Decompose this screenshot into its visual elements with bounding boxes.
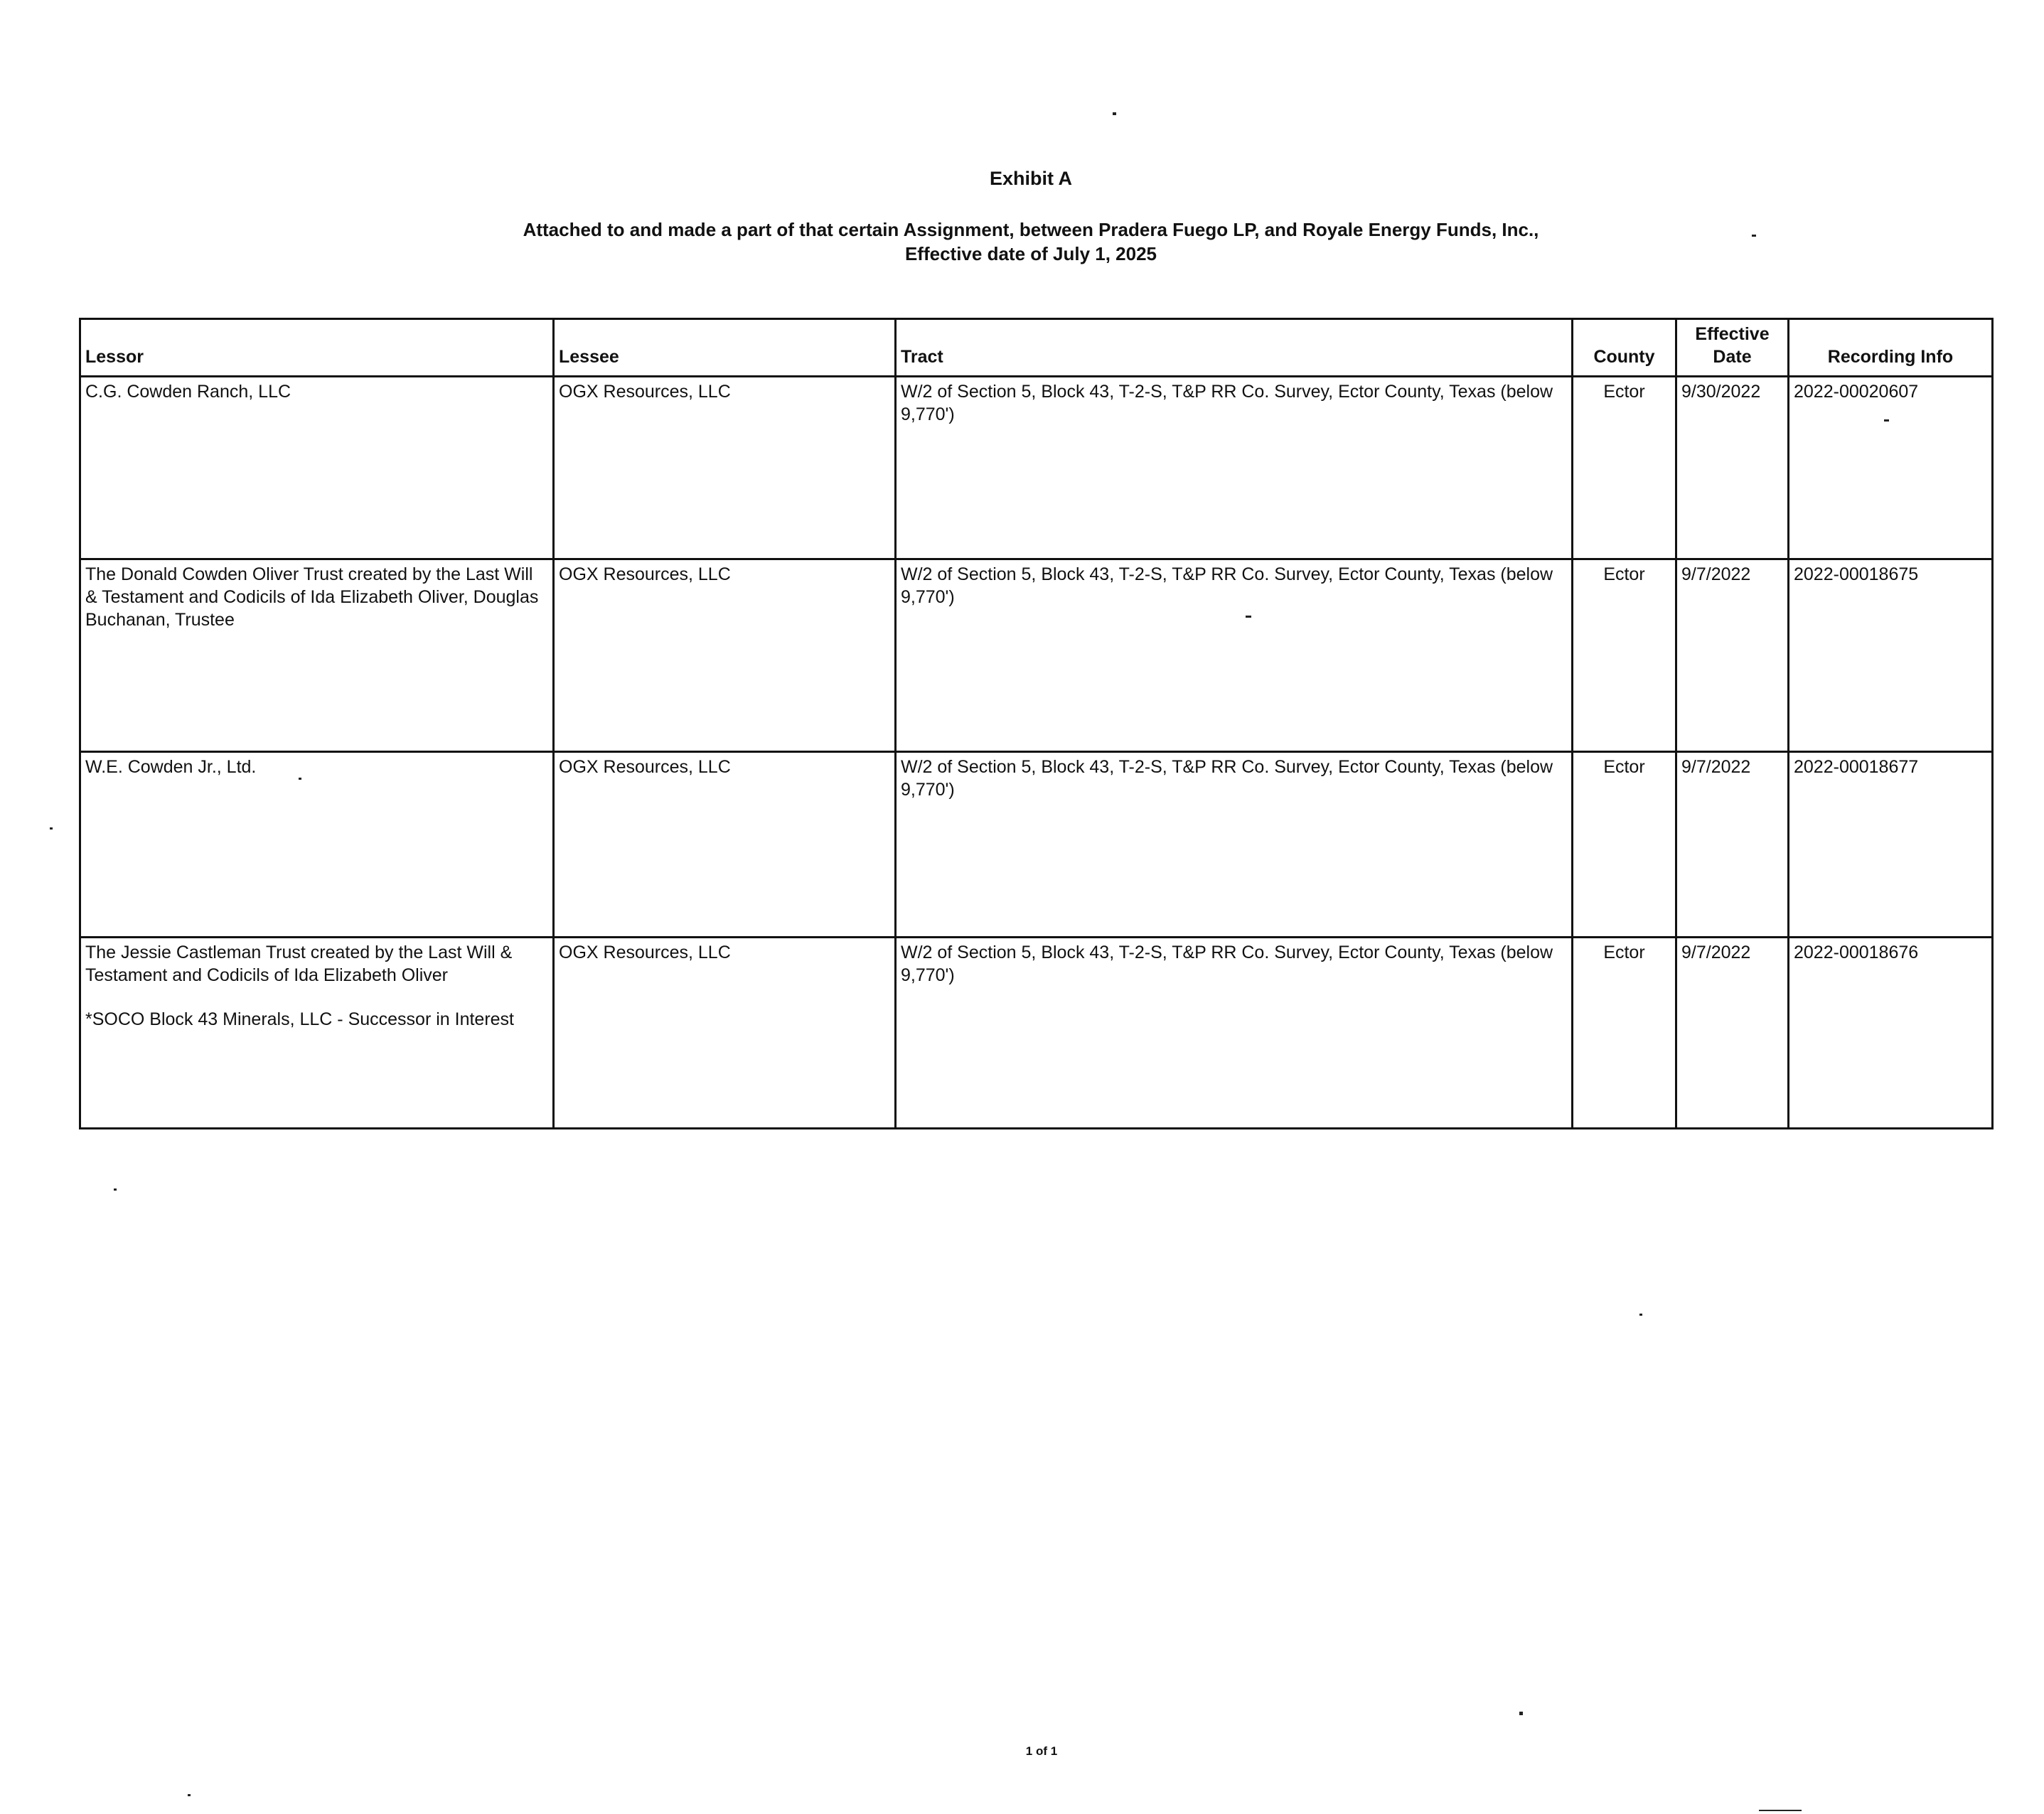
lessor-cell: W.E. Cowden Jr., Ltd.: [80, 752, 554, 938]
county-cell: Ector: [1573, 752, 1676, 938]
scan-speck: [1246, 616, 1251, 618]
table-row: [80, 752, 1993, 938]
effective-date-cell: 9/30/2022: [1676, 377, 1789, 559]
scan-speck: [1639, 1314, 1642, 1316]
table-row: [80, 559, 1993, 752]
effective-date-cell: 9/7/2022: [1676, 752, 1789, 938]
lessor-cell: [80, 938, 554, 1129]
tract-cell: W/2 of Section 5, Block 43, T-2-S, T&P RR Co. Survey, Ector County, Texas (below 9,770'): [896, 752, 1573, 938]
lessor-successor-note: *SOCO Block 43 Minerals, LLC - Successor in Interest: [85, 1009, 515, 1029]
recording-info-cell: 2022-00018677: [1789, 752, 1993, 938]
tract-cell: W/2 of Section 5, Block 43, T-2-S, T&P RR Co. Survey, Ector County, Texas (below 9,770'): [896, 377, 1573, 559]
document-title: Exhibit A: [989, 168, 1072, 189]
table-header-row: [80, 319, 1993, 377]
document-subtitle: [0, 218, 2044, 266]
tract-cell: W/2 of Section 5, Block 43, T-2-S, T&P RR Co. Survey, Ector County, Texas (below 9,770'): [896, 938, 1573, 1129]
header-recording-info: Recording Info: [1789, 319, 1993, 377]
header-county: County: [1573, 319, 1676, 377]
recording-info-cell: 2022-00018675: [1789, 559, 1993, 752]
scan-speck: [1752, 235, 1756, 237]
lessee-cell: OGX Resources, LLC: [554, 938, 896, 1129]
lessee-cell: OGX Resources, LLC: [554, 559, 896, 752]
page-number: 1 of 1: [1025, 1744, 1058, 1758]
lessor-name: The Jessie Castleman Trust created by the Last Will & Testament and Codicils of Ida Elizabeth Oliver: [85, 943, 513, 985]
table-row: [80, 377, 1993, 559]
recording-info-cell: 2022-00020607: [1789, 377, 1993, 559]
subtitle-line-1: Attached to and made a part of that certain Assignment, between Pradera Fuego LP, and Royale Energy Funds, Inc.,: [523, 219, 1539, 240]
lessee-cell: OGX Resources, LLC: [554, 377, 896, 559]
scan-speck: [114, 1188, 117, 1191]
scan-speck: [188, 1794, 191, 1796]
header-lessor: Lessor: [80, 319, 554, 377]
subtitle-line-2: Effective date of July 1, 2025: [904, 243, 1157, 264]
lessor-cell: The Donald Cowden Oliver Trust created by the Last Will & Testament and Codicils of Ida Elizabeth Oliver, Douglas Buchanan, Trustee: [80, 559, 554, 752]
scan-speck: [1759, 1810, 1802, 1811]
tract-cell: W/2 of Section 5, Block 43, T-2-S, T&P RR Co. Survey, Ector County, Texas (below 9,770'): [896, 559, 1573, 752]
county-cell: Ector: [1573, 559, 1676, 752]
scan-speck: [1519, 1712, 1523, 1715]
scan-speck: [1113, 112, 1116, 115]
header-effective-date: Effective Date: [1676, 319, 1789, 377]
county-cell: Ector: [1573, 377, 1676, 559]
scan-speck: [50, 827, 53, 830]
header-lessee: Lessee: [554, 319, 896, 377]
table-row: [80, 938, 1993, 1129]
scan-speck: [299, 778, 301, 780]
header-tract: Tract: [896, 319, 1573, 377]
lease-table: [79, 318, 1994, 1129]
lessor-cell: C.G. Cowden Ranch, LLC: [80, 377, 554, 559]
lessee-cell: OGX Resources, LLC: [554, 752, 896, 938]
county-cell: Ector: [1573, 938, 1676, 1129]
recording-info-cell: 2022-00018676: [1789, 938, 1993, 1129]
scan-speck: [1884, 419, 1889, 422]
effective-date-cell: 9/7/2022: [1676, 938, 1789, 1129]
effective-date-cell: 9/7/2022: [1676, 559, 1789, 752]
